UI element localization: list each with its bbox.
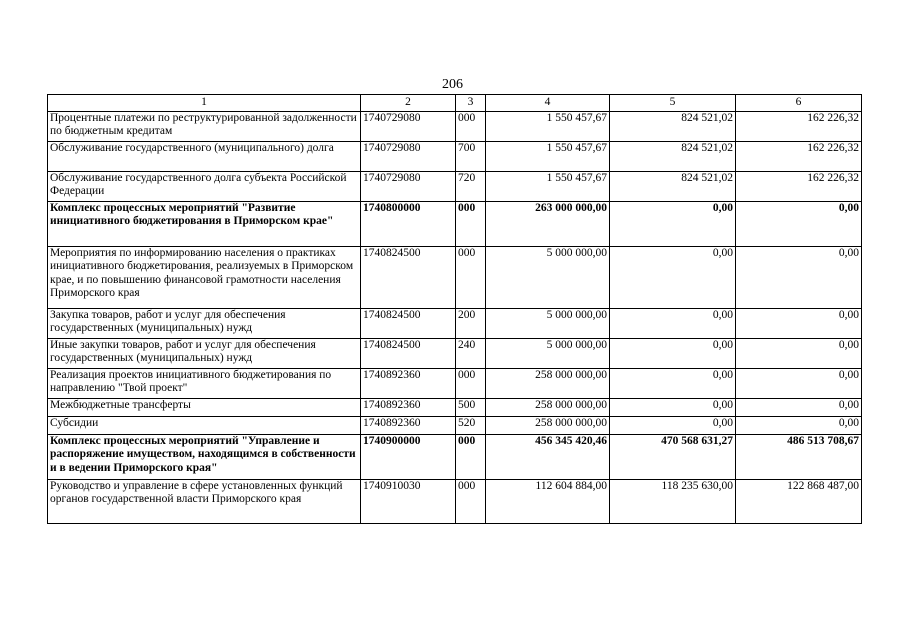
row-value-col4: 1 550 457,67 <box>486 142 610 172</box>
table-row <box>48 202 862 247</box>
column-header: 2 <box>361 95 456 112</box>
row-value-col4: 112 604 884,00 <box>486 480 610 524</box>
table-row <box>48 142 862 172</box>
table-row <box>48 339 862 369</box>
row-code: 1740729080 <box>361 112 456 142</box>
row-type-code: 000 <box>456 112 486 142</box>
row-value-col5: 824 521,02 <box>610 112 736 142</box>
row-value-col4: 5 000 000,00 <box>486 309 610 339</box>
row-code: 1740800000 <box>361 202 456 247</box>
row-value-col5: 824 521,02 <box>610 172 736 202</box>
row-value-col4: 258 000 000,00 <box>486 369 610 399</box>
row-name: Процентные платежи по реструктурированной задолженности по бюджетным кредитам <box>48 112 361 142</box>
row-value-col6: 0,00 <box>736 399 862 417</box>
row-value-col4: 258 000 000,00 <box>486 399 610 417</box>
table-row <box>48 172 862 202</box>
row-value-col6: 0,00 <box>736 339 862 369</box>
row-type-code: 700 <box>456 142 486 172</box>
row-value-col6: 162 226,32 <box>736 172 862 202</box>
row-value-col4: 5 000 000,00 <box>486 339 610 369</box>
row-value-col5: 0,00 <box>610 369 736 399</box>
table-row <box>48 112 862 142</box>
column-header: 5 <box>610 95 736 112</box>
row-value-col4: 5 000 000,00 <box>486 247 610 309</box>
row-type-code: 000 <box>456 247 486 309</box>
row-value-col5: 824 521,02 <box>610 142 736 172</box>
column-header: 6 <box>736 95 862 112</box>
table-row <box>48 417 862 435</box>
table-row <box>48 247 862 309</box>
row-type-code: 200 <box>456 309 486 339</box>
row-value-col6: 486 513 708,67 <box>736 435 862 480</box>
row-value-col5: 118 235 630,00 <box>610 480 736 524</box>
row-value-col6: 162 226,32 <box>736 112 862 142</box>
row-code: 1740892360 <box>361 417 456 435</box>
table-row <box>48 369 862 399</box>
row-value-col4: 1 550 457,67 <box>486 172 610 202</box>
row-name: Комплекс процессных мероприятий "Управление и распоряжение имуществом, находящимся в собственности и в ведении Приморского края" <box>48 435 361 480</box>
header-row <box>48 95 862 112</box>
column-header: 3 <box>456 95 486 112</box>
row-code: 1740824500 <box>361 309 456 339</box>
row-type-code: 520 <box>456 417 486 435</box>
row-value-col5: 0,00 <box>610 247 736 309</box>
row-value-col6: 162 226,32 <box>736 142 862 172</box>
row-code: 1740824500 <box>361 339 456 369</box>
row-code: 1740729080 <box>361 142 456 172</box>
column-header: 1 <box>48 95 361 112</box>
row-name: Закупка товаров, работ и услуг для обеспечения государственных (муниципальных) нужд <box>48 309 361 339</box>
row-value-col5: 0,00 <box>610 339 736 369</box>
row-value-col5: 0,00 <box>610 399 736 417</box>
table-row <box>48 309 862 339</box>
row-type-code: 000 <box>456 435 486 480</box>
row-name: Комплекс процессных мероприятий "Развитие инициативного бюджетирования в Приморском крае" <box>48 202 361 247</box>
row-value-col6: 0,00 <box>736 202 862 247</box>
table-row <box>48 480 862 524</box>
row-type-code: 720 <box>456 172 486 202</box>
row-type-code: 240 <box>456 339 486 369</box>
row-name: Мероприятия по информированию населения о практиках инициативного бюджетирования, реализуемых в Приморском крае, и по повышению финансовой грамотности населения Приморского края <box>48 247 361 309</box>
row-value-col6: 0,00 <box>736 417 862 435</box>
row-value-col6: 122 868 487,00 <box>736 480 862 524</box>
row-value-col4: 263 000 000,00 <box>486 202 610 247</box>
budget-table <box>47 94 862 524</box>
row-value-col4: 258 000 000,00 <box>486 417 610 435</box>
row-value-col5: 0,00 <box>610 309 736 339</box>
row-name: Межбюджетные трансферты <box>48 399 361 417</box>
row-code: 1740910030 <box>361 480 456 524</box>
row-value-col6: 0,00 <box>736 309 862 339</box>
row-value-col6: 0,00 <box>736 247 862 309</box>
page-number: 206 <box>442 77 463 92</box>
row-name: Субсидии <box>48 417 361 435</box>
row-name: Обслуживание государственного долга субъекта Российской Федерации <box>48 172 361 202</box>
table-row <box>48 435 862 480</box>
row-value-col6: 0,00 <box>736 369 862 399</box>
row-value-col5: 470 568 631,27 <box>610 435 736 480</box>
row-name: Руководство и управление в сфере установленных функций органов государственной власти Приморского края <box>48 480 361 524</box>
row-code: 1740900000 <box>361 435 456 480</box>
row-type-code: 000 <box>456 369 486 399</box>
row-value-col5: 0,00 <box>610 417 736 435</box>
table-row <box>48 399 862 417</box>
row-type-code: 000 <box>456 202 486 247</box>
row-value-col4: 1 550 457,67 <box>486 112 610 142</box>
row-code: 1740892360 <box>361 399 456 417</box>
row-name: Обслуживание государственного (муниципального) долга <box>48 142 361 172</box>
row-type-code: 000 <box>456 480 486 524</box>
row-value-col4: 456 345 420,46 <box>486 435 610 480</box>
column-header: 4 <box>486 95 610 112</box>
row-type-code: 500 <box>456 399 486 417</box>
row-code: 1740729080 <box>361 172 456 202</box>
row-value-col5: 0,00 <box>610 202 736 247</box>
row-code: 1740824500 <box>361 247 456 309</box>
row-name: Иные закупки товаров, работ и услуг для обеспечения государственных (муниципальных) нужд <box>48 339 361 369</box>
row-name: Реализация проектов инициативного бюджетирования по направлению "Твой проект" <box>48 369 361 399</box>
row-code: 1740892360 <box>361 369 456 399</box>
